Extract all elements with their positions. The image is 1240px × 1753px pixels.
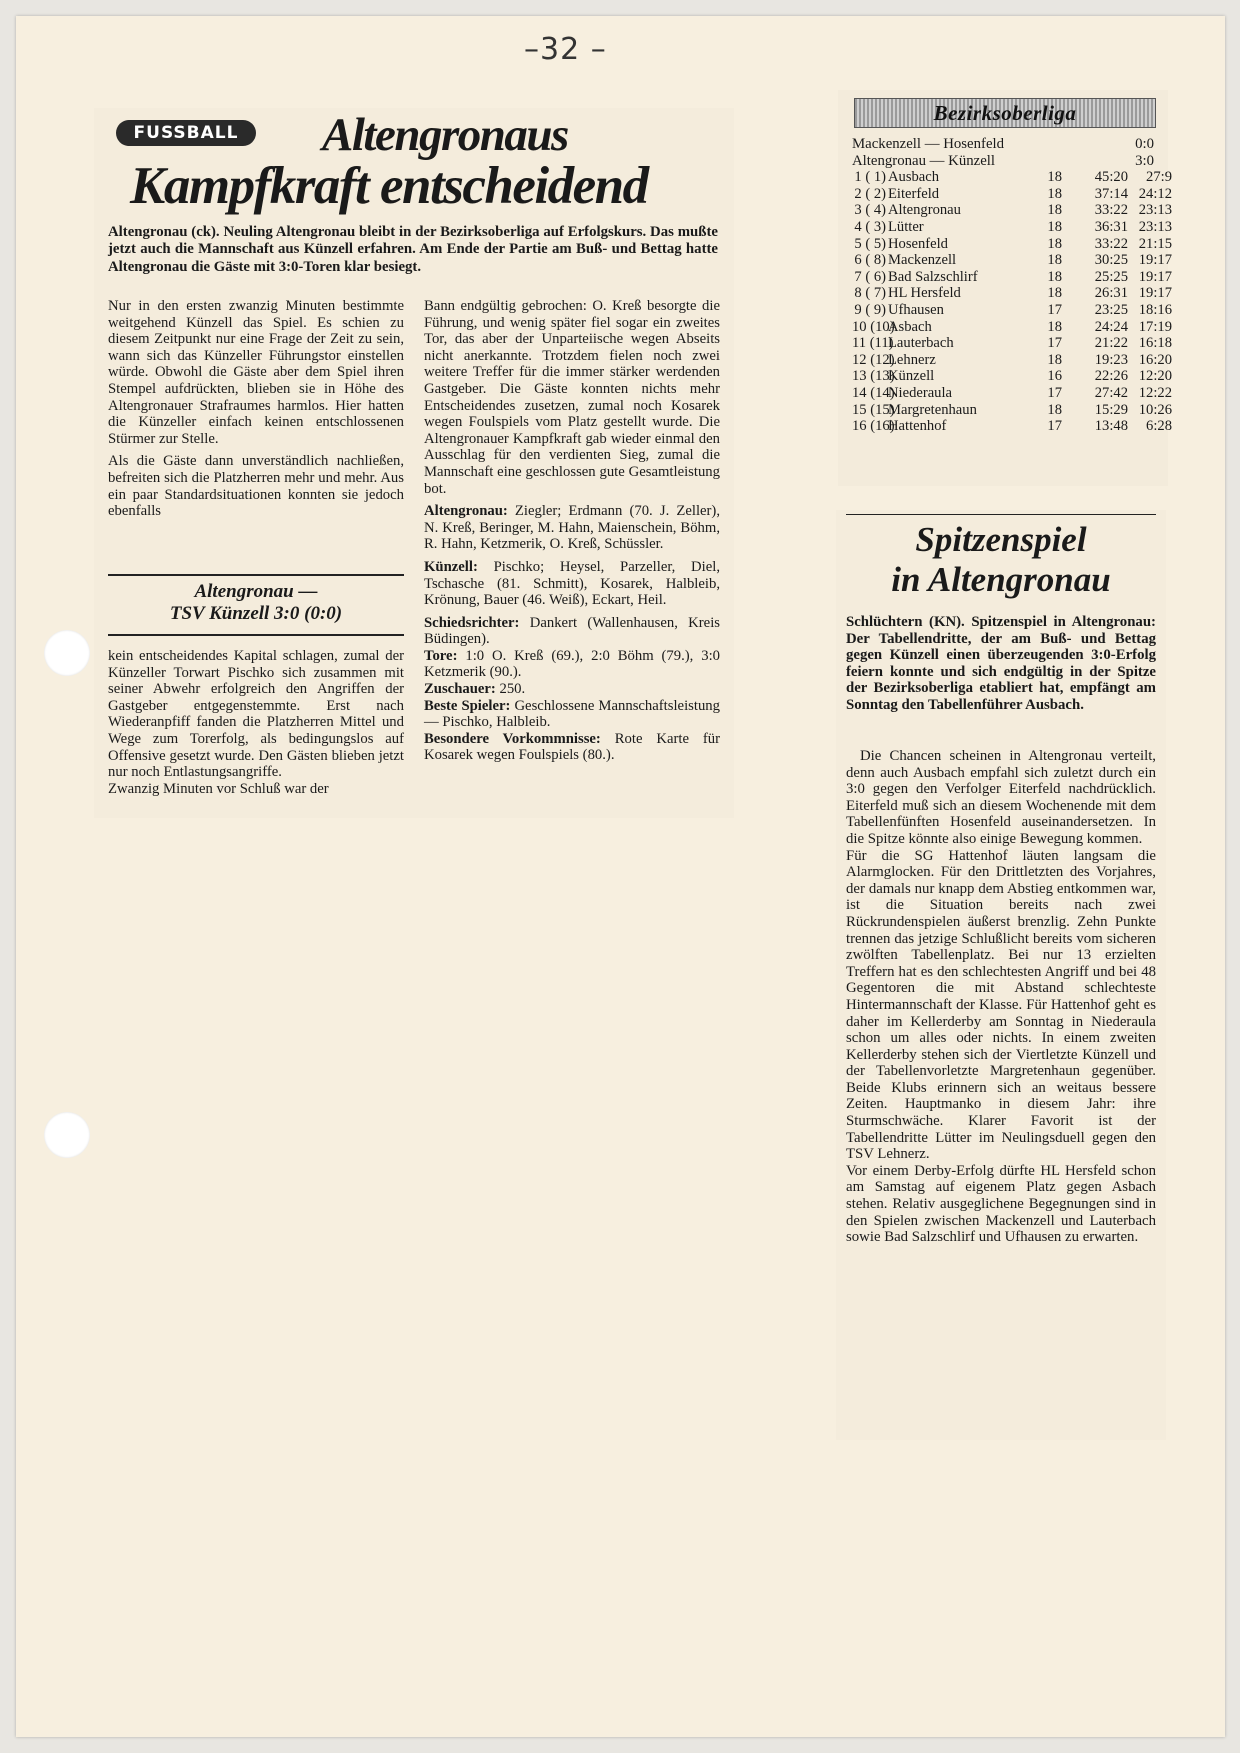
referee: [424, 615, 720, 648]
rank-cell: 6 ( 8): [854, 252, 886, 269]
label: Altengronau:: [424, 503, 508, 520]
table-title-text: Bezirksoberliga: [933, 101, 1077, 125]
label: Zuschauer:: [424, 681, 496, 698]
result-line-1: Altengronau —: [194, 581, 318, 602]
team-cell: Niederaula: [888, 384, 953, 401]
goals-cell: 24:24: [1094, 318, 1128, 335]
incidents: [424, 731, 720, 764]
standings-row: [852, 418, 1172, 435]
label: Künzell:: [424, 558, 478, 575]
goals-cell: 33:22: [1094, 202, 1128, 219]
standings: [852, 169, 1172, 435]
games-cell: 17: [1047, 418, 1062, 435]
standings-row: [852, 368, 1172, 385]
left-column-top: [108, 298, 404, 526]
games-cell: 17: [1047, 301, 1062, 318]
value: 1:0 O. Kreß (69.), 2:0 Böhm (79.), 3:0 Ketzmerik (90.).: [424, 647, 721, 681]
side-headline-line-1: Spitzenspiel: [915, 520, 1087, 559]
goals-cell: 33:22: [1094, 235, 1128, 252]
side-headline-line-2: in Altengronau: [891, 560, 1111, 599]
team-cell: Margretenhaun: [888, 401, 977, 418]
headline-line-1: Altengronaus: [322, 109, 568, 161]
games-cell: 18: [1047, 401, 1062, 418]
games-cell: 18: [1047, 252, 1062, 269]
games-cell: 18: [1047, 285, 1062, 302]
points-cell: 10:26: [1138, 401, 1172, 418]
goals-cell: 21:22: [1094, 335, 1128, 352]
rank-cell: 15 (15): [852, 401, 895, 418]
rank-cell: 4 ( 3): [854, 218, 886, 235]
value: Dankert (Wallenhausen, Kreis Büdingen).: [424, 614, 720, 648]
value: Ziegler; Erdmann (70. J. Zeller), N. Kreß, Beringer, M. Hahn, Maienschein, Böhm, R. Hahn, Ketzmerik, O. Kreß, Schüssler.: [424, 503, 720, 553]
games-cell: 17: [1047, 384, 1062, 401]
side-lead: Schlüchtern (KN). Spitzenspiel in Altengronau: Der Tabellendritte, der am Buß- und Bettag gegen Künzell einen überzeugenden 3:0-Erfolg feiern konnte und sich endgültig in der Spitze der Bezirksoberliga etabliert hat, empfängt am Sonntag den Tabellenführer Ausbach.: [846, 614, 1156, 713]
standings-row: [852, 351, 1172, 369]
games-cell: 17: [1047, 335, 1062, 352]
standings-row: [852, 318, 1172, 336]
team-cell: Hosenfeld: [888, 235, 948, 252]
standings-row: [852, 202, 1172, 219]
rank-cell: 7 ( 6): [854, 268, 886, 285]
goals-cell: 30:25: [1094, 252, 1128, 269]
value: 250.: [499, 681, 526, 698]
side-article-clipping: [836, 510, 1166, 1440]
goals-cell: 22:26: [1094, 368, 1128, 385]
points-cell: 17:19: [1138, 318, 1172, 335]
team-cell: Ausbach: [888, 169, 940, 186]
rank-cell: 1 ( 1): [854, 169, 886, 186]
rank-cell: 9 ( 9): [854, 301, 886, 318]
divider-rule: [108, 574, 404, 576]
goals: [424, 648, 720, 681]
points-cell: 27:9: [1146, 169, 1172, 186]
match-row: [852, 136, 1162, 153]
games-cell: 18: [1047, 235, 1062, 252]
right-column: [424, 298, 720, 764]
label: Beste Spieler:: [424, 697, 511, 714]
label: Tore:: [424, 647, 458, 664]
points-cell: 19:17: [1138, 252, 1172, 269]
top-rule: [846, 514, 1156, 515]
standings-row: [852, 252, 1172, 269]
rank-cell: 12 (12): [852, 351, 895, 368]
rank-cell: 10 (10): [852, 318, 895, 335]
spectators: [424, 681, 720, 698]
table-body: [852, 136, 1172, 435]
games-cell: 16: [1047, 368, 1062, 385]
value: Geschlossene Mannschaftsleistung — Pischko, Halbleib.: [424, 697, 720, 731]
rank-cell: 11 (11): [852, 335, 894, 352]
standings-row: [852, 301, 1172, 319]
goals-cell: 25:25: [1094, 268, 1128, 285]
team-cell: Mackenzell: [888, 252, 957, 269]
result-line-2: TSV Künzell 3:0 (0:0): [169, 603, 343, 624]
goals-cell: 15:29: [1094, 401, 1128, 418]
lineup-home: [424, 503, 720, 553]
paragraph: Bann endgültig gebrochen: O. Kreß besorgte die Führung, und wenig später fiel sogar ein zweites Tor, das aber der Unparteiische wegen Abseits nicht anerkannte. Trotzdem fielen noch zwei weitere Treffer für die immer stärker werdenden Gastgeber. Die Gäste konnten nichts mehr Entscheidendes zusetzen, zumal noch Kosarek wegen Foulspiels vom Platz gestellt wurde. Die Altengronauer Kampfkraft gab wieder einmal den Ausschlag für den verdienten Sieg, zumal die Mannschaft eine geschlossen gute Gesamtleistung bot.: [424, 298, 720, 497]
team-cell: Lehnerz: [888, 351, 936, 368]
left-column-bottom: [108, 648, 404, 803]
team-cell: Künzell: [888, 368, 935, 385]
match-pairing: Altengronau — Künzell: [852, 152, 995, 169]
rank-cell: 16 (16): [852, 418, 895, 435]
label: Schiedsrichter:: [424, 614, 520, 631]
rank-cell: 8 ( 7): [854, 285, 886, 302]
standings-row: [852, 185, 1172, 203]
result-box: [108, 581, 404, 625]
paragraph: Vor einem Derby-Erfolg dürfte HL Hersfeld schon am Samstag auf eigenem Platz gegen Asbach stehen. Relativ ausgeglichene Begegnungen sind in den Spielen zwischen Mackenzell und Lauterbach sowie Bad Salzschlirf und Ufhausen zu erwarten.: [846, 1162, 1156, 1246]
value: Pischko; Heysel, Parzeller, Diel, Tschasche (81. Schmitt), Kosarek, Halbleib, Krönung, Bauer (46. Weiß), Eckart, Heil.: [424, 558, 720, 609]
games-cell: 18: [1047, 218, 1062, 235]
goals-cell: 13:48: [1094, 418, 1128, 435]
paragraph: Nur in den ersten zwanzig Minuten bestimmte weitgehend Künzell das Spiel. Es schien zu diesem Zeitpunkt nur eine Frage der Zeit zu sein, wann sich das Künzeller Führungstor einstellen würde. Obwohl die Gäste aber dem Spiel ihren Stempel aufdrückten, blieben sie in Höhe des Altengronauer Strafraumes harmlos. Hier hatten die Künzeller einfach keinen entschlossenen Stürmer zur Stelle.: [108, 298, 404, 447]
points-cell: 24:12: [1138, 185, 1172, 202]
points-cell: 21:15: [1138, 235, 1172, 252]
team-cell: Lütter: [888, 218, 924, 235]
rank-cell: 14 (14): [852, 384, 895, 401]
points-cell: 19:17: [1138, 285, 1172, 302]
standings-row: [852, 384, 1172, 402]
best-players: [424, 698, 720, 731]
main-article-clipping: [94, 108, 734, 818]
rank-cell: 3 ( 4): [854, 202, 886, 219]
goals-cell: 45:20: [1094, 169, 1128, 186]
points-cell: 6:28: [1146, 418, 1172, 435]
team-cell: Altengronau: [888, 202, 961, 219]
goals-cell: 36:31: [1094, 218, 1128, 235]
article-lead: Altengronau (ck). Neuling Altengronau bleibt in der Bezirksoberliga auf Erfolgskurs. Das mußte jetzt auch die Mannschaft aus Künzell erfahren. Am Ende der Partie am Buß- und Bettag hatte Altengronau die Gäste mit 3:0-Toren klar besiegt.: [108, 224, 718, 275]
league-table-clipping: [838, 90, 1172, 486]
page-number: –32 –: [524, 32, 607, 67]
standings-row: [852, 268, 1172, 286]
standings-row: [852, 218, 1172, 236]
games-cell: 18: [1047, 185, 1062, 202]
team-cell: Lauterbach: [888, 335, 954, 352]
goals-cell: 19:23: [1094, 351, 1128, 368]
punch-hole-bottom: [44, 1112, 90, 1158]
rank-cell: 13 (13): [852, 368, 895, 385]
side-body: [846, 748, 1156, 1246]
team-cell: Hattenhof: [888, 418, 947, 435]
match-pairing: Mackenzell — Hosenfeld: [852, 136, 1005, 152]
punch-hole-top: [44, 630, 90, 676]
games-cell: 18: [1047, 268, 1062, 285]
points-cell: 19:17: [1138, 268, 1172, 285]
standings-row: [852, 335, 1172, 352]
points-cell: 18:16: [1138, 301, 1172, 318]
table-title: [854, 98, 1156, 128]
paragraph: Zwanzig Minuten vor Schluß war der: [108, 780, 329, 797]
games-cell: 18: [1047, 169, 1062, 186]
points-cell: 16:20: [1138, 351, 1172, 368]
rank-cell: 5 ( 5): [854, 235, 886, 252]
points-cell: 16:18: [1138, 335, 1172, 352]
match-score: 3:0: [1135, 152, 1154, 169]
paragraph: Als die Gäste dann unverständlich nachließen, befreiten sich die Platzherren mehr und mehr. Aus ein paar Standardsituationen konnten sie jedoch ebenfalls: [108, 453, 404, 520]
team-cell: Ufhausen: [888, 301, 944, 318]
goals-cell: 23:25: [1094, 301, 1128, 318]
standings-row: [852, 285, 1172, 302]
points-cell: 12:22: [1138, 384, 1172, 401]
team-cell: HL Hersfeld: [888, 285, 961, 302]
match-row: [852, 153, 1162, 170]
lineup-away: [424, 559, 720, 609]
divider-rule: [108, 634, 404, 636]
standings-row: [852, 235, 1172, 253]
value: Rote Karte für Kosarek wegen Foulspiels (80.).: [424, 730, 721, 764]
points-cell: 23:13: [1138, 202, 1172, 219]
goals-cell: 26:31: [1094, 285, 1128, 302]
games-cell: 18: [1047, 351, 1062, 368]
standings-row: [852, 401, 1172, 419]
paragraph: Die Chancen scheinen in Altengronau verteilt, denn auch Ausbach empfahl sich zuletzt durch ein 3:0 gegen den Verfolger Eiterfeld nachdrücklich. Eiterfeld muß sich an diesem Wochenende mit dem Tabellenfünften Hosenfeld auseinandersetzen. In die Spitze könnte also einige Bewegung kommen.: [846, 748, 1156, 847]
team-cell: Bad Salzschlirf: [888, 268, 978, 285]
points-cell: 12:20: [1138, 368, 1172, 385]
games-cell: 18: [1047, 202, 1062, 219]
match-score: 0:0: [1135, 136, 1154, 152]
goals-cell: 37:14: [1094, 185, 1128, 202]
headline-line-2: Kampfkraft entscheidend: [130, 157, 648, 215]
standings-row: [852, 169, 1172, 186]
goals-cell: 27:42: [1094, 384, 1128, 401]
points-cell: 23:13: [1138, 218, 1172, 235]
paragraph: Für die SG Hattenhof läuten langsam die Alarmglocken. Für den Drittletzten des Vorjahres, der damals nur knapp dem Abstieg entkommen war, ist die Situation bereits nach zwei Rückrundenspielen äußerst brenzlig. Zehn Punkte trennen das jetzige Schlußlicht bereits vom sicheren zwölften Tabellenplatz. Bei nur 13 erzielten Treffern hat es den schlechtesten Angriff und bei 48 Gegentoren die mit Abstand schlechteste Hintermannschaft der Klasse. Für Hattenhof geht es daher im Kellerderby am Sonntag in Niederaula schon um alles oder nichts. In einem zweiten Kellerderby stehen sich der Viertletzte Künzell und der Tabellenvorletzte Margretenhaun gegenüber. Beide Klubs erinnern sich an weitaus bessere Zeiten. Hauptmanko in diesem Jahr: ihre Sturmschwäche. Klarer Favorit ist der Tabellendritte Lütter im Neulingsduell gegen den TSV Lehnerz.: [846, 847, 1156, 1163]
team-cell: Eiterfeld: [888, 185, 940, 202]
team-cell: Asbach: [888, 318, 932, 335]
section-badge: FUSSBALL: [116, 120, 256, 146]
rank-cell: 2 ( 2): [854, 185, 886, 202]
archive-page: [16, 16, 1225, 1737]
paragraph: kein entscheidendes Kapital schlagen, zumal der Künzeller Torwart Pischko sich zusammen mit seiner Abwehr erfolgreich den Angriffen der Gastgeber entgegenstemmte. Erst nach Wiederanpfiff fanden die Platzherren Mittel und Wege zum Torerfolg, als bedingungslos auf Offensive gesetzt wurde. Den Gästen blieben jetzt nur noch Entlastungsangriffe.: [108, 648, 404, 781]
label: Besondere Vorkommnisse:: [424, 730, 601, 747]
games-cell: 18: [1047, 318, 1062, 335]
